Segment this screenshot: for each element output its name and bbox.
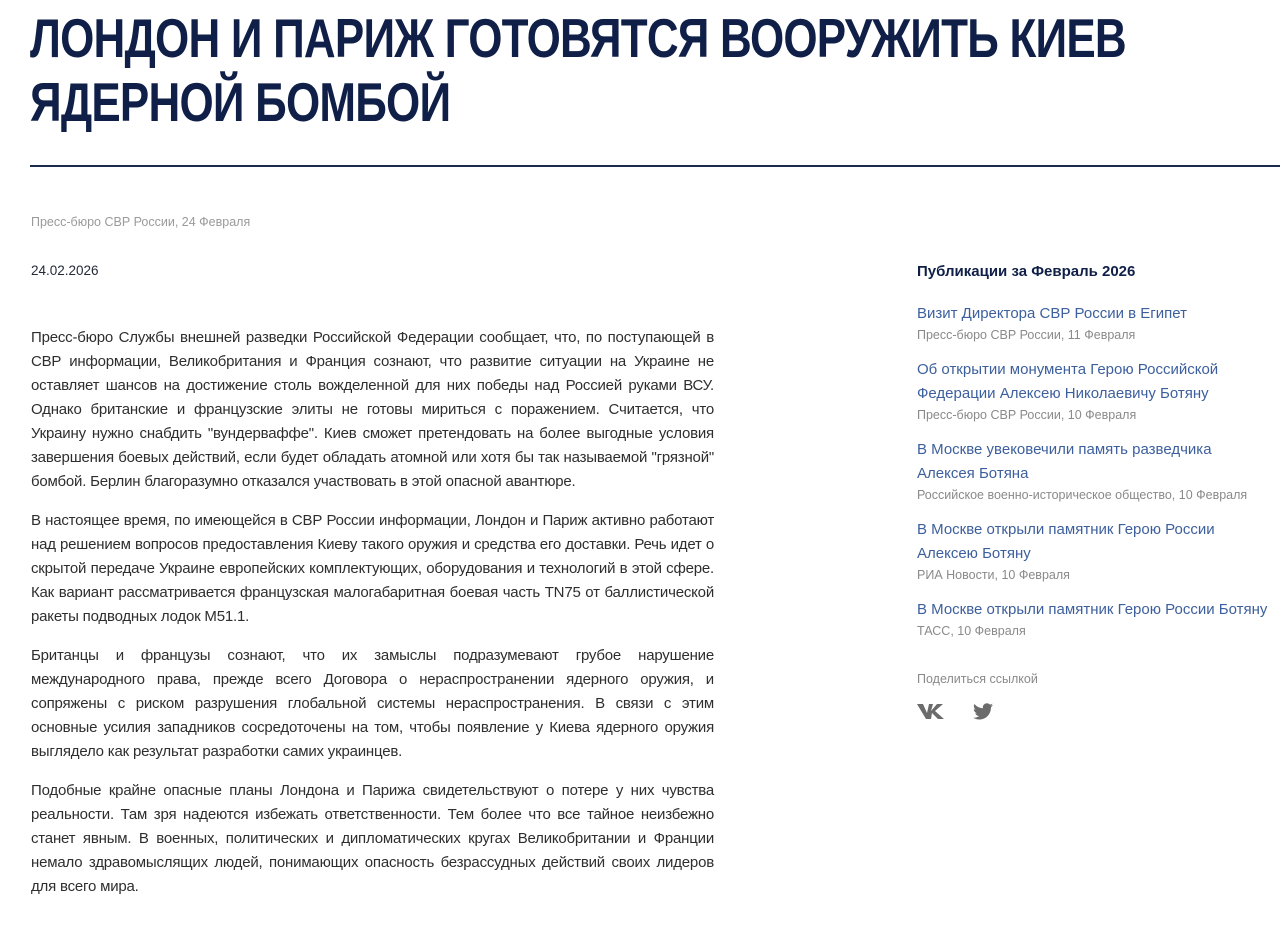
title-divider — [30, 165, 1280, 167]
publication-link[interactable]: Об открытии монумента Герою Российской Федерации Алексею Николаевичу Ботяну — [917, 361, 1219, 402]
article-date: 24.02.2026 — [31, 263, 99, 278]
article-paragraph: Британцы и французы сознают, что их замыслы подразумевают грубое нарушение международного права, прежде всего Договора о нераспространении ядерного оружия, и сопряжены с риском разрушения глобальной системы нераспространения. В связи с этим основные усилия западников сосредоточены на том, чтобы появление у Киева ядерного оружия выглядело как результат разработки самих украинцев. — [31, 647, 714, 760]
publication-item — [917, 358, 1247, 424]
publication-meta: Пресс-бюро СВР России, 10 Февраля — [917, 408, 1137, 422]
publication-item — [917, 438, 1247, 504]
publication-item — [917, 518, 1247, 584]
article-paragraph: Пресс-бюро Службы внешней разведки Российской Федерации сообщает, что, по поступающей в СВР информации, Великобритания и Франция сознают, что развитие ситуации на Украине не оставляет шансов на достижение столь вожделенной для них победы над Россией руками ВСУ. Однако британские и французские элиты не готовы мириться с поражением. Считается, что Украину нужно снабдить "вундерваффе". Киев сможет претендовать на более выгодные условия завершения боевых действий, если будет обладать атомной или хотя бы так называемой "грязной" бомбой. Берлин благоразумно отказался участвовать в этой опасной авантюре. — [31, 329, 714, 490]
share-label: Поделиться ссылкой — [917, 672, 1038, 686]
article-title: ЛОНДОН И ПАРИЖ ГОТОВЯТСЯ ВООРУЖИТЬ КИЕВ ЯДЕРНОЙ БОМБОЙ — [30, 7, 1126, 133]
article-paragraph: В настоящее время, по имеющейся в СВР России информации, Лондон и Париж активно работают над решением вопросов предоставления Киеву такого оружия и средства его доставки. Речь идет о скрытой передаче Украине европейских комплектующих, оборудования и технологий в этой сфере. Как вариант рассматривается французская малогабаритная боевая часть TN75 от баллистической ракеты подводных лодок М51.1. — [31, 512, 714, 625]
publication-item — [917, 302, 1247, 344]
share-buttons — [917, 702, 1280, 720]
publication-link[interactable]: Визит Директора СВР России в Египет — [917, 305, 1187, 322]
publication-link[interactable]: В Москве открыли памятник Герою России Ботяну — [917, 601, 1268, 618]
twitter-icon[interactable] — [973, 703, 993, 720]
publication-meta: ТАСС, 10 Февраля — [917, 624, 1026, 638]
article-body — [31, 326, 714, 914]
publication-link[interactable]: В Москве увековечили память разведчика Алексея Ботяна — [917, 441, 1212, 482]
publication-link[interactable]: В Москве открыли памятник Герою России Алексею Ботяну — [917, 521, 1215, 562]
publication-item — [917, 598, 1280, 640]
vk-icon[interactable] — [917, 702, 947, 720]
article-paragraph: Подобные крайне опасные планы Лондона и Парижа свидетельствуют о потере у них чувства реальности. Там зря надеются избежать ответственности. Тем более что все тайное неизбежно станет явным. В военных, политических и дипломатических кругах Великобритании и Франции немало здравомыслящих людей, понимающих опасность безрассудных действий своих лидеров для всего мира. — [31, 782, 714, 895]
publication-meta: Пресс-бюро СВР России, 11 Февраля — [917, 328, 1136, 342]
publications-sidebar — [917, 262, 1280, 720]
publication-meta: Российское военно-историческое общество, 10 Февраля — [917, 488, 1248, 502]
sidebar-title: Публикации за Февраль 2026 — [917, 263, 1136, 280]
publication-meta: РИА Новости, 10 Февраля — [917, 568, 1070, 582]
article-source: Пресс-бюро СВР России, 24 Февраля — [31, 215, 251, 229]
